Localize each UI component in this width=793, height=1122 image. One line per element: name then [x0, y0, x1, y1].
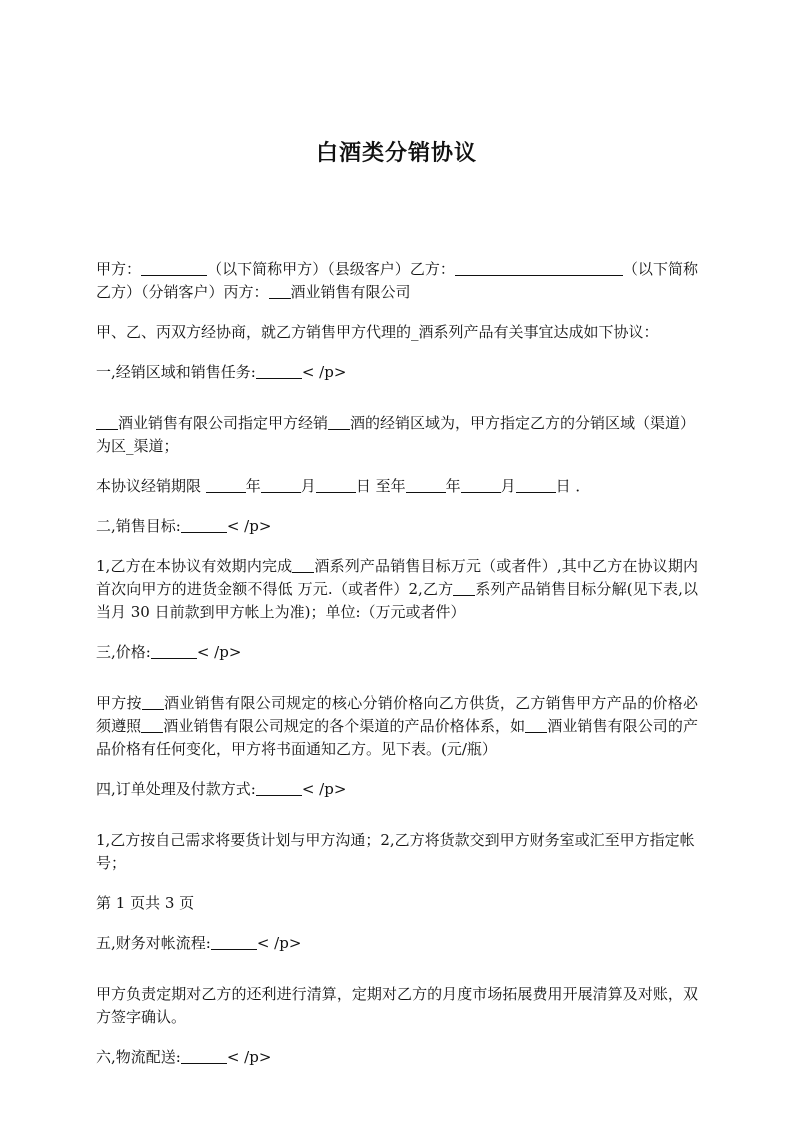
blank-line [141, 260, 207, 276]
region-text-b: 酒的经销区域为，甲方指定乙方的分销区域（渠道）为区_渠道； [96, 414, 696, 455]
parties-paragraph [96, 258, 698, 304]
region-paragraph [96, 412, 698, 458]
blank-line [328, 414, 350, 430]
blank-line [316, 477, 356, 493]
target-text-b: 酒系列产品销售目标万元（或者件）,其中乙方在协议期内首次向甲方的进货金额不得低 万元.（或者件）2,乙方 [96, 557, 698, 598]
month-label: 月 [500, 477, 516, 495]
price-text-d: 酒业销售有限公司的产品价格有任何变化，甲方将书面通知乙方。见下表。(元/瓶） [96, 717, 698, 758]
price-text-c: 酒业销售有限公司规定的各个渠道的产品价格体系，如 [163, 717, 526, 735]
section-6-heading [96, 1046, 698, 1069]
section-1-text: 一,经销区域和销售任务: [96, 363, 256, 381]
section-1-heading [96, 361, 698, 384]
section-5-heading [96, 932, 698, 955]
blank-line [453, 580, 475, 596]
section-tail: < /p> [301, 780, 347, 798]
blank-line [141, 717, 163, 733]
month-label: 月 [300, 477, 316, 495]
term-label: 本协议经销期限 [96, 477, 206, 495]
blank-line [269, 283, 291, 299]
blank-line [181, 517, 227, 533]
price-text-b: 酒业销售有限公司规定的核心分销价格向乙方供货，乙方销售甲方产品的价格必须遵照 [96, 694, 698, 735]
section-3-text: 三,价格: [96, 643, 151, 661]
blank-line [206, 477, 246, 493]
price-paragraph [96, 692, 698, 761]
section-tail: < /p> [226, 1048, 272, 1066]
party-c-label: （以下简称乙方）（分销客户）丙方： [96, 260, 698, 301]
section-5-text: 五,财务对帐流程: [96, 934, 211, 952]
day-label: 日 [355, 477, 376, 495]
price-text-a: 甲方按 [96, 694, 142, 712]
blank-line [142, 694, 164, 710]
party-b-label: （以下简称甲方）（县级客户）乙方： [207, 260, 455, 278]
page-number: 第 1 页共 3 页 [96, 894, 195, 912]
blank-line [256, 780, 302, 796]
order-paragraph: 1,乙方按自己需求将要货计划与甲方沟通；2,乙方将货款交到甲方财务室或汇至甲方指定帐号； [96, 831, 695, 872]
section-tail: < /p> [301, 363, 347, 381]
term-paragraph [96, 475, 698, 498]
blank-line [261, 477, 301, 493]
year-label: 年 [445, 477, 461, 495]
blank-line [181, 1048, 227, 1064]
blank-line [256, 363, 302, 379]
section-2-text: 二,销售目标: [96, 517, 181, 535]
section-tail: < /p> [256, 934, 302, 952]
document-title: 白酒类分销协议 [315, 141, 477, 166]
blank-line [461, 477, 501, 493]
section-2-heading [96, 515, 698, 538]
blank-line [211, 934, 257, 950]
section-4-text: 四,订单处理及付款方式: [96, 780, 256, 798]
section-4-heading [96, 778, 698, 801]
to-year-label: 至年 [375, 477, 406, 495]
blank-line [455, 260, 623, 276]
blank-line [151, 643, 197, 659]
section-6-text: 六,物流配送: [96, 1048, 181, 1066]
intro-paragraph: 甲、乙、丙双方经协商，就乙方销售甲方代理的_酒系列产品有关事宜达成如下协议： [96, 323, 659, 341]
section-tail: < /p> [226, 517, 272, 535]
blank-line [525, 717, 547, 733]
section-tail: < /p> [196, 643, 242, 661]
company-name: 酒业销售有限公司 [290, 283, 411, 301]
section-3-heading [96, 641, 698, 664]
year-label: 年 [245, 477, 261, 495]
region-text-a: 酒业销售有限公司指定甲方经销 [118, 414, 329, 432]
finance-paragraph: 甲方负责定期对乙方的还利进行清算，定期对乙方的月度市场拓展费用开展清算及对账，双方签字确认。 [96, 985, 698, 1026]
target-text-a: 1,乙方在本协议有效期内完成 [96, 557, 293, 575]
blank-line [96, 414, 118, 430]
blank-line [516, 477, 556, 493]
sales-target-paragraph [96, 555, 698, 624]
document-body [96, 258, 698, 1086]
day-end-label: 日 ． [555, 477, 591, 495]
target-text-c: 系列产品销售目标分解(见下表,以当月 30 日前款到甲方帐上为准)；单位:（万元或者件） [96, 580, 698, 621]
blank-line [406, 477, 446, 493]
party-a-label: 甲方： [96, 260, 142, 278]
blank-line [292, 557, 314, 573]
